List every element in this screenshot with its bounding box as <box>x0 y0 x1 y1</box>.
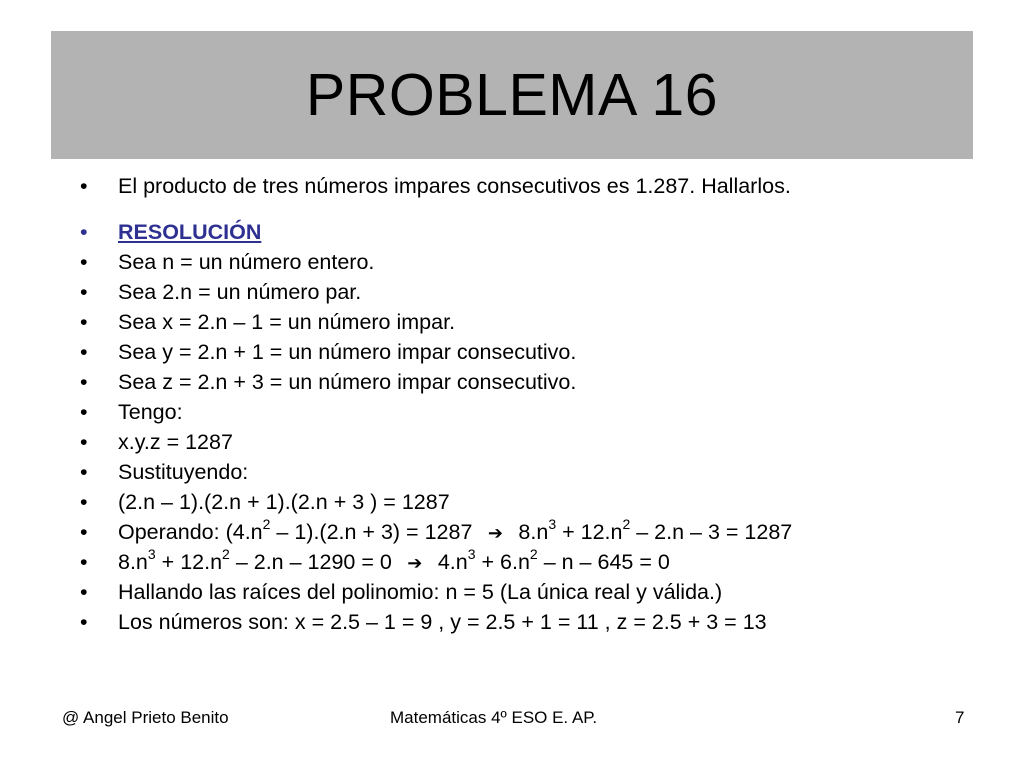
exponent: 3 <box>147 545 156 562</box>
equation-part: – 1).(2.n + 3) = 1287 <box>270 520 473 544</box>
equation-part: 8.n <box>118 550 148 574</box>
bullet-list <box>80 171 1000 637</box>
equation-part: + 6.n <box>475 550 530 574</box>
footer-page-number: 7 <box>955 708 965 727</box>
resolution-heading: RESOLUCIÓN <box>118 220 262 244</box>
equation-part: – 2.n – 3 = 1287 <box>630 520 793 544</box>
equation-part: + 12.n <box>556 520 623 544</box>
equation-part: 4.n <box>437 550 468 574</box>
list-item <box>80 337 1000 367</box>
equation-part: 8.n <box>518 520 549 544</box>
line-text: Tengo: <box>118 400 183 424</box>
bullet-icon: • <box>80 340 88 364</box>
bullet-icon: • <box>80 550 88 574</box>
equation-part: – n – 645 = 0 <box>537 550 670 574</box>
bullet-icon: • <box>80 400 88 424</box>
list-item <box>80 171 1000 217</box>
exponent: 3 <box>467 545 476 562</box>
list-item <box>80 517 1000 547</box>
equation-part: – 2.n – 1290 = 0 <box>229 550 392 574</box>
bullet-icon: • <box>80 310 88 334</box>
exponent: 3 <box>548 515 557 532</box>
bullet-icon: • <box>80 370 88 394</box>
line-text: Hallando las raíces del polinomio: n = 5 (La única real y válida.) <box>118 580 723 604</box>
slide-title: PROBLEMA 16 <box>305 62 719 128</box>
equation-part: + 12.n <box>155 550 223 574</box>
exponent: 2 <box>222 545 230 562</box>
arrow-right-icon: ➔ <box>487 523 503 543</box>
line-text: Sea n = un número entero. <box>118 250 375 274</box>
bullet-icon: • <box>80 280 88 304</box>
list-item <box>80 397 1000 427</box>
exponent: 2 <box>529 545 538 562</box>
list-item <box>80 577 1000 607</box>
bullet-icon: • <box>80 460 88 484</box>
line-text: Sustituyendo: <box>118 460 249 484</box>
title-band <box>51 31 973 159</box>
bullet-icon: • <box>80 250 88 274</box>
line-text: Los números son: x = 2.5 – 1 = 9 , y = 2.5 + 1 = 11 , z = 2.5 + 3 = 13 <box>118 610 767 634</box>
line-text: (2.n – 1).(2.n + 1).(2.n + 3 ) = 1287 <box>118 490 450 514</box>
list-item <box>80 217 1000 247</box>
bullet-icon: • <box>80 520 88 544</box>
bullet-icon: • <box>80 490 88 514</box>
footer-author: @ Angel Prieto Benito <box>62 708 229 727</box>
line-text: Sea y = 2.n + 1 = un número impar consecutivo. <box>118 340 577 364</box>
exponent: 2 <box>622 515 631 532</box>
list-item <box>80 487 1000 517</box>
list-item <box>80 307 1000 337</box>
bullet-icon: • <box>80 220 88 244</box>
line-text: x.y.z = 1287 <box>118 430 233 454</box>
arrow-right-icon: ➔ <box>407 553 423 573</box>
bullet-icon: • <box>80 610 88 634</box>
list-item <box>80 457 1000 487</box>
bullet-icon: • <box>80 580 88 604</box>
line-text: Sea x = 2.n – 1 = un número impar. <box>118 310 456 334</box>
line-text: Sea z = 2.n + 3 = un número impar consecutivo. <box>118 370 577 394</box>
list-item <box>80 427 1000 457</box>
equation-part: Operando: (4.n <box>118 520 263 544</box>
bullet-icon: • <box>80 174 88 198</box>
list-item <box>80 547 1000 577</box>
footer-course: Matemáticas 4º ESO E. AP. <box>390 708 598 727</box>
list-item <box>80 277 1000 307</box>
line-text: Sea 2.n = un número par. <box>118 280 362 304</box>
exponent: 2 <box>262 515 271 532</box>
list-item <box>80 607 1000 637</box>
list-item <box>80 247 1000 277</box>
problem-statement: El producto de tres números impares consecutivos es 1.287. Hallarlos. <box>118 174 791 198</box>
bullet-icon: • <box>80 430 88 454</box>
list-item <box>80 367 1000 397</box>
